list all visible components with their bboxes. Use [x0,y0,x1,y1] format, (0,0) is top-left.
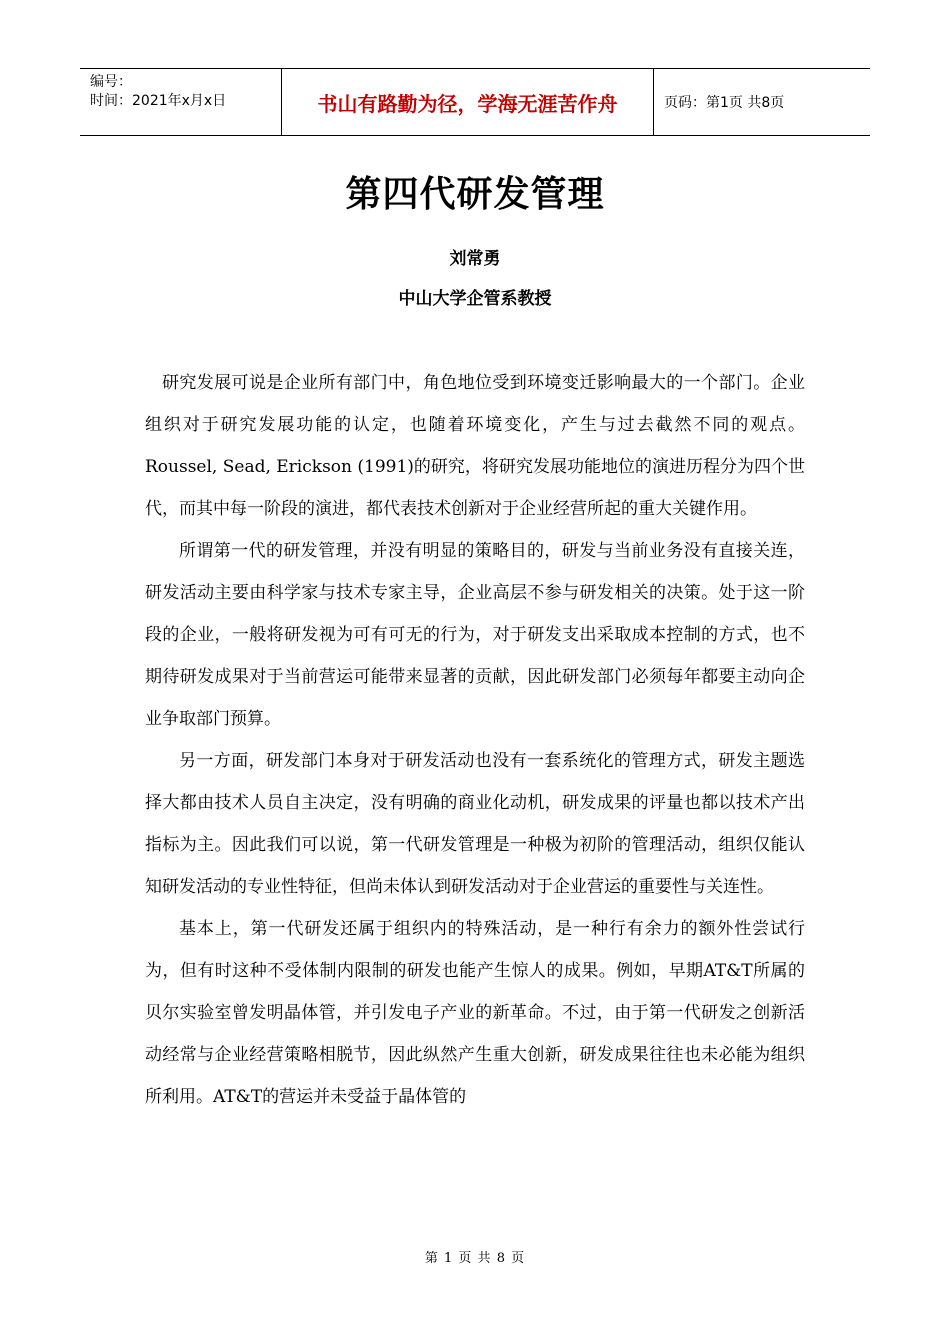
header-table [80,68,870,136]
body-text [145,362,805,1118]
header-page-cell [654,69,870,135]
paragraph: 所谓第一代的研发管理，并没有明显的策略目的，研发与当前业务没有直接关连，研发活动主要由科学家与技术专家主导，企业高层不参与研发相关的决策。处于这一阶段的企业，一般将研发视为可有可无的行为，对于研发支出采取成本控制的方式，也不期待研发成果对于当前营运可能带来显著的贡献，因此研发部门必须每年都要主动向企业争取部门预算。 [145,541,805,729]
author-affiliation: 中山大学企管系教授 [398,289,552,309]
paragraph: 基本上，第一代研发还属于组织内的特殊活动，是一种行有余力的额外性尝试行为，但有时这种不受体制内限制的研发也能产生惊人的成果。例如，早期AT&T所属的贝尔实验室曾发明晶体管，并引发电子产业的新革命。不过，由于第一代研发之创新活动经常与企业经营策略相脱节，因此纵然产生重大创新，研发成果往往也未必能为组织所利用。AT&T的营运并未受益于晶体管的 [145,919,805,1107]
document-number-label: 编号： [90,74,132,90]
page-footer: 第 1 页 共 8 页 [424,1251,526,1266]
header-page-info: 页码：第1页 共8页 [664,95,785,111]
paragraph: 研究发展可说是企业所有部门中，角色地位受到环境变迁影响最大的一个部门。企业组织对于研究发展功能的认定，也随着环境变化，产生与过去截然不同的观点。Roussel, Sead, Erickson (1991)的研究，将研究发展功能地位的演进历程分为四个世代，而其中每一阶段的演进，都代表技术创新对于企业经营所起的重大关键作用。 [145,373,805,519]
header-motto-cell [282,69,654,135]
header-motto: 书山有路勤为径，学海无涯苦作舟 [317,91,618,116]
header-meta-cell [80,69,282,135]
author-name: 刘常勇 [449,249,501,269]
document-title: 第四代研发管理 [345,174,605,215]
document-date: 时间：2021年x月x日 [90,93,227,109]
paragraph: 另一方面，研发部门本身对于研发活动也没有一套系统化的管理方式，研发主题选择大都由技术人员自主决定，没有明确的商业化动机，研发成果的评量也都以技术产出指标为主。因此我们可以说，第一代研发管理是一种极为初阶的管理活动，组织仅能认知研发活动的专业性特征，但尚未体认到研发活动对于企业营运的重要性与关连性。 [145,751,805,897]
